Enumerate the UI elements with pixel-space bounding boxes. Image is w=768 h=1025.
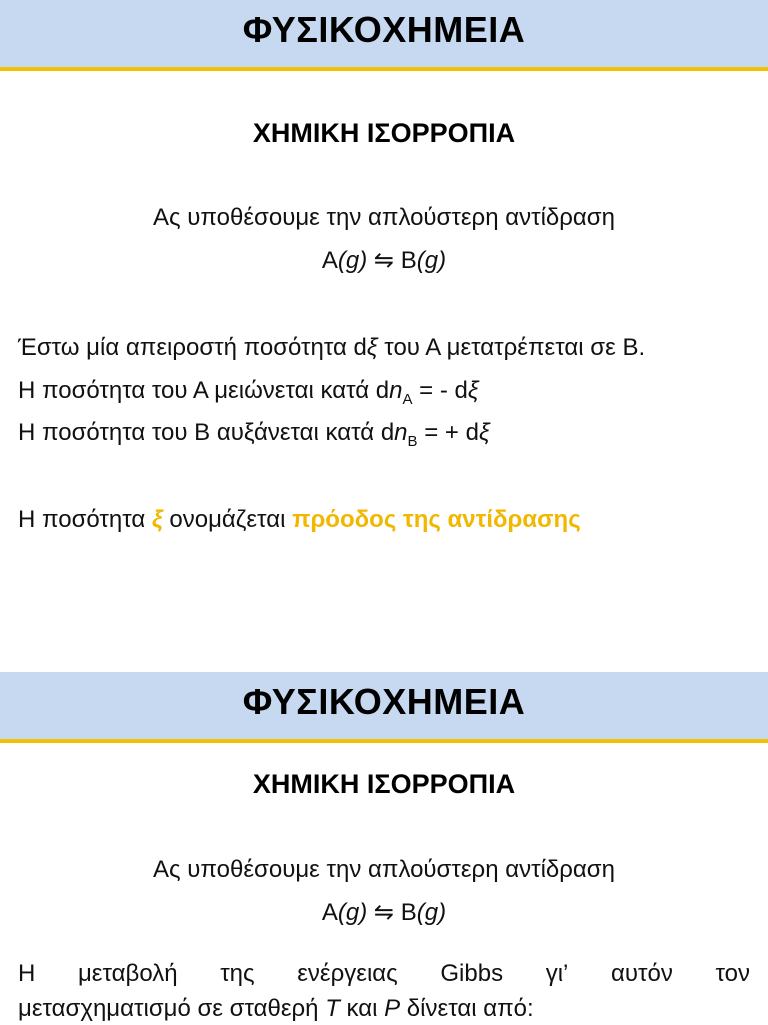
intro-line: Ας υποθέσουμε την απλούστερη αντίδραση xyxy=(153,856,615,883)
slide-subtitle: ΧΗΜΙΚΗ ΙΣΟΡΡΟΠΙΑ xyxy=(252,118,516,148)
slide-2 xyxy=(0,672,768,1024)
reactant-phase: (g) xyxy=(337,247,368,274)
intro-line: Ας υποθέσουμε την απλούστερη αντίδραση xyxy=(153,204,615,231)
equilibrium-arrow-icon: ⇋ xyxy=(367,247,401,274)
text-segment: του Α μετατρέπεται σε Β. xyxy=(377,334,646,361)
text-segment: = - d xyxy=(412,377,468,404)
header-title: ΦΥΣΙΚΟΧΗΜΕΙΑ xyxy=(242,681,526,722)
decrease-line xyxy=(18,375,750,407)
text-segment: Η ποσότητα του Β αυξάνεται κατά d xyxy=(18,419,395,446)
xi-symbol-highlight: ξ xyxy=(151,506,163,533)
pressure-symbol: P xyxy=(384,995,401,1022)
text-segment: Έστω μία απειροστή ποσότητα d xyxy=(18,334,367,361)
n-symbol: n xyxy=(394,419,408,446)
gibbs-line-2 xyxy=(18,993,750,1025)
subscript: B xyxy=(407,433,418,450)
text-segment: δίνεται από: xyxy=(400,995,534,1022)
infinitesimal-amount-line xyxy=(18,332,750,364)
extent-of-reaction-line xyxy=(18,504,750,536)
equilibrium-arrow-icon: ⇋ xyxy=(367,899,401,926)
word: αυτόν xyxy=(611,960,673,987)
text-segment: Η ποσότητα του Α μειώνεται κατά d xyxy=(18,377,390,404)
header-title: ΦΥΣΙΚΟΧΗΜΕΙΑ xyxy=(242,9,526,50)
product: B xyxy=(400,247,417,274)
xi-symbol: ξ xyxy=(366,334,378,361)
reactant: A xyxy=(321,247,338,274)
n-symbol: n xyxy=(389,377,403,404)
slide-separator xyxy=(0,645,768,672)
word: Η xyxy=(18,960,36,987)
extent-of-reaction-term: πρόοδος της αντίδρασης xyxy=(292,506,581,533)
word: μεταβολή xyxy=(77,960,178,987)
word: τον xyxy=(715,960,750,987)
text-segment: ονομάζεται xyxy=(162,506,293,533)
text-segment: μετασχηματισμό σε σταθερή xyxy=(18,995,326,1022)
increase-line xyxy=(18,417,750,449)
text-segment: = + d xyxy=(417,419,479,446)
slide-subtitle: ΧΗΜΙΚΗ ΙΣΟΡΡΟΠΙΑ xyxy=(252,769,516,799)
product-phase: (g) xyxy=(416,247,447,274)
word: ενέργειας xyxy=(297,960,398,987)
reaction-equation xyxy=(0,245,768,277)
reaction-equation xyxy=(0,897,768,929)
subscript: A xyxy=(402,391,413,408)
xi-symbol: ξ xyxy=(478,419,490,446)
temperature-symbol: T xyxy=(325,995,340,1022)
text-segment: και xyxy=(339,995,385,1022)
product: B xyxy=(400,899,417,926)
word: της xyxy=(220,960,255,987)
word: Gibbs xyxy=(440,960,504,987)
word: γι’ xyxy=(545,960,569,987)
xi-symbol: ξ xyxy=(467,377,479,404)
text-segment: Η ποσότητα xyxy=(18,506,152,533)
gibbs-line-1 xyxy=(18,958,750,990)
reactant-phase: (g) xyxy=(337,899,368,926)
slide-header xyxy=(0,0,768,71)
reactant: A xyxy=(321,899,338,926)
slide-header xyxy=(0,672,768,743)
product-phase: (g) xyxy=(416,899,447,926)
